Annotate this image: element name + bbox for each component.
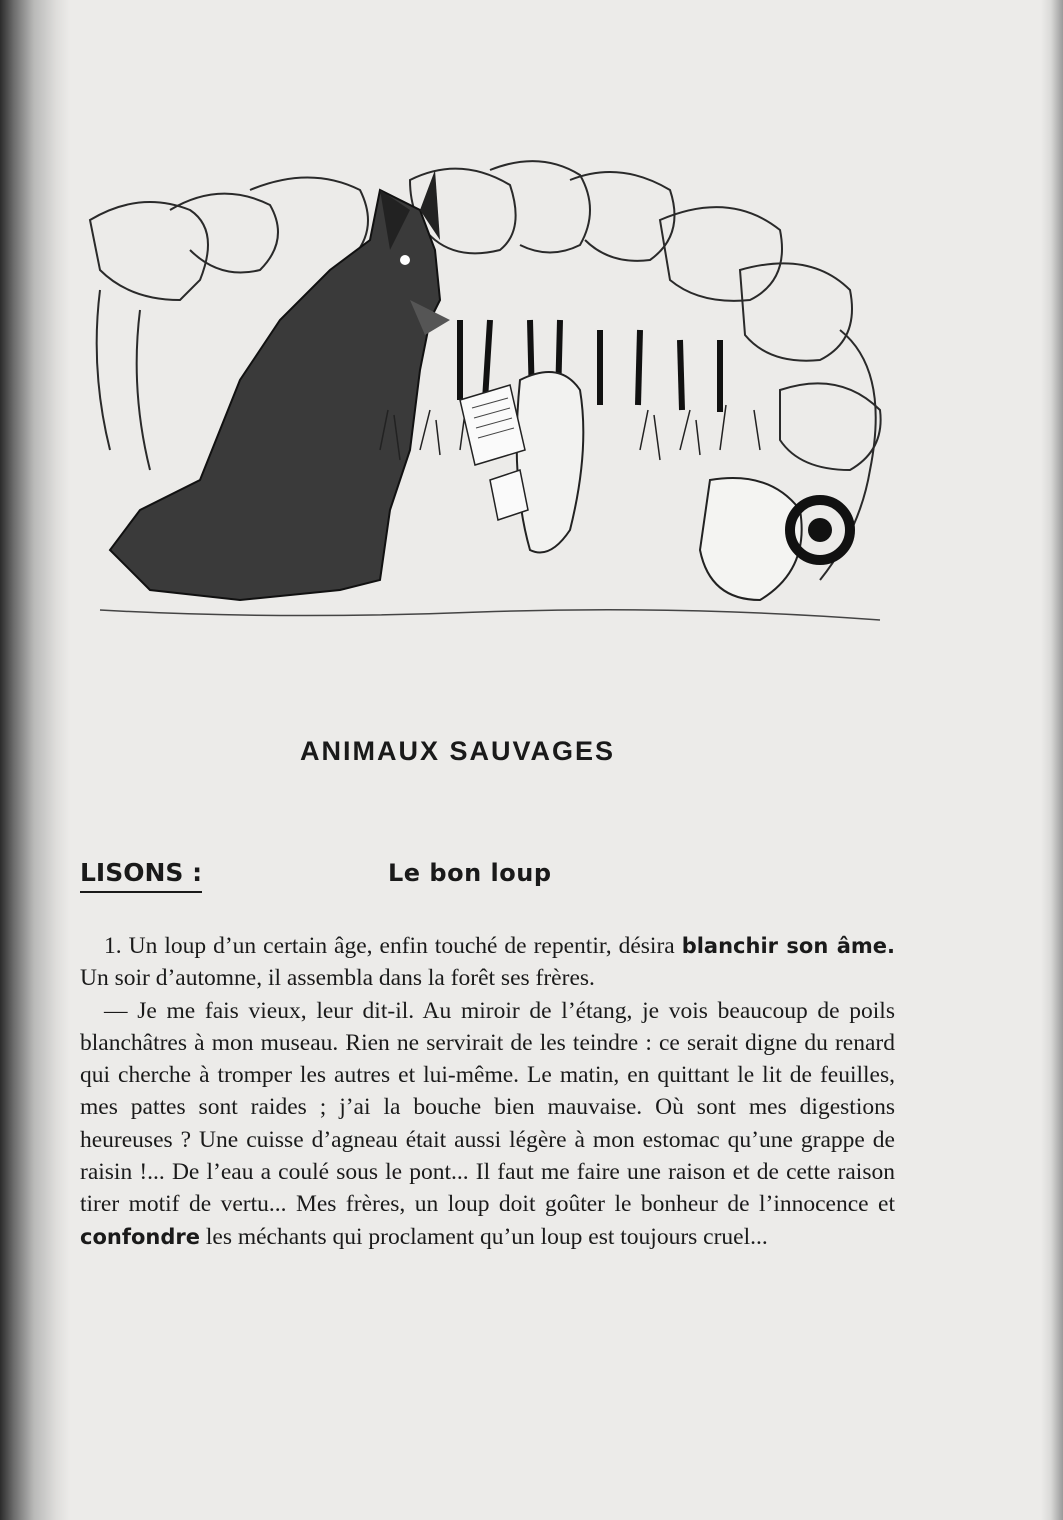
paragraph-2-bold: confondre bbox=[80, 1224, 200, 1249]
lisons-label: LISONS : bbox=[80, 858, 202, 893]
page-binding-shadow bbox=[0, 0, 70, 1520]
paragraph-1-text-b: Un soir d’automne, il assembla dans la forêt ses frères. bbox=[80, 965, 595, 992]
wolf-and-sheep-illustration bbox=[80, 150, 900, 630]
paragraph-1-bold: blanchir son âme. bbox=[681, 934, 895, 958]
lamb-shape bbox=[517, 372, 584, 553]
paragraph-1 bbox=[80, 930, 895, 995]
wolf-shape bbox=[110, 190, 440, 600]
story-text bbox=[80, 930, 895, 1253]
paragraph-2-text-a: — Je me fais vieux, leur dit-il. Au miroir de l’étang, je vois beaucoup de poils blanchâtres à mon museau. Rien ne servirait de les teindre : ce serait digne du renard qui cherche à tromper les autres et lui-même. Le matin, en quittant le lit de feuilles, mes pattes sont raides ; j’ai la bouche bien mauvaise. Où sont mes digestions heureuses ? Une cuisse d’agneau était aussi légère à mon estomac qu’une grappe de raisin !... De l’eau a coulé sous le pont... Il faut me faire une raison et de cette raison tirer motif de vertu... Mes frères, un loup doit goûter le bonheur de l’innocence et bbox=[80, 997, 895, 1218]
paragraph-2-text-b: les méchants qui proclament qu’un loup est toujours cruel... bbox=[199, 1223, 768, 1250]
paragraph-2 bbox=[80, 995, 895, 1253]
section-title: ANIMAUX SAUVAGES bbox=[300, 736, 616, 766]
paragraph-1-text-a: 1. Un loup d’un certain âge, enfin touché de repentir, désira bbox=[104, 933, 682, 959]
illustration-drawing bbox=[80, 150, 900, 630]
paper-icon bbox=[460, 385, 525, 465]
page-edge-shadow bbox=[1041, 0, 1063, 1520]
story-title: Le bon loup bbox=[388, 859, 552, 887]
